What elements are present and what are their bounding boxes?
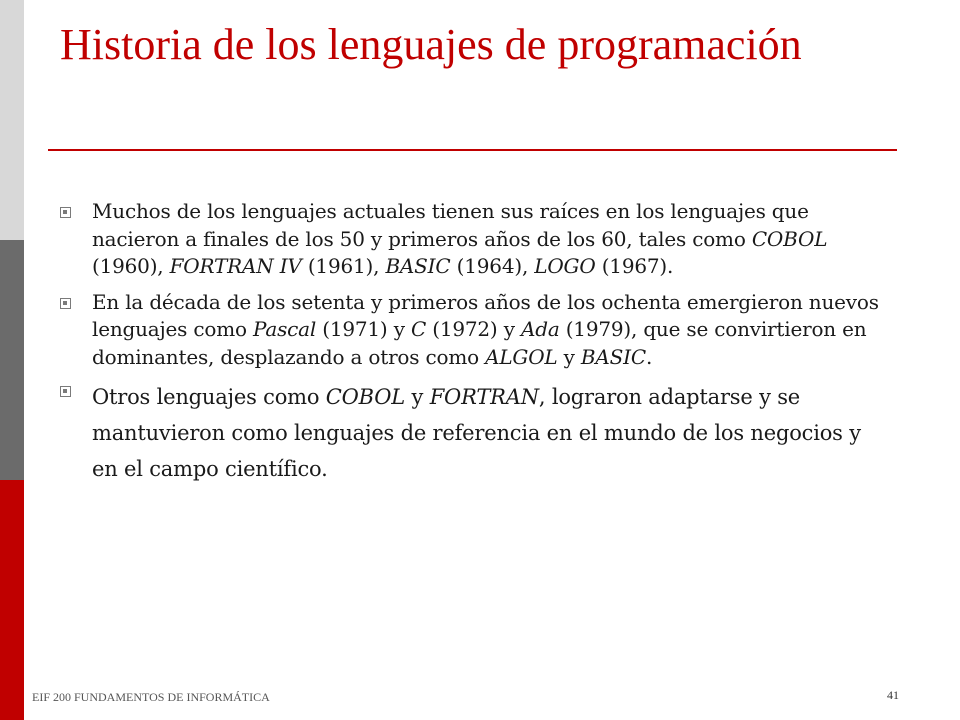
italic-term: FORTRAN IV (169, 254, 302, 278)
text-run: (1967). (595, 254, 674, 278)
italic-term: BASIC (580, 344, 646, 369)
bullet-item (60, 379, 890, 487)
slide-title: Historia de los lenguajes de programación (60, 20, 802, 69)
text-run: y (557, 344, 581, 369)
text-run: (1961), (301, 254, 386, 278)
side-bar-red (0, 480, 24, 720)
italic-term: COBOL (751, 226, 828, 251)
italic-term: Pascal (253, 317, 317, 341)
side-bar-light (0, 0, 24, 240)
bullet-text (92, 289, 890, 372)
text-run: (1960), (92, 254, 170, 278)
italic-term: COBOL (325, 385, 406, 409)
text-run: Muchos de los lenguajes actuales tienen sus raíces en los lenguajes que nacieron a finales de los 50 y primeros años de los 60, tales como (92, 199, 809, 251)
text-run: (1972) y (426, 317, 521, 341)
text-run: (1979), que se convirtieron en dominantes, desplazando a otros como (92, 317, 867, 369)
bullet-item (60, 198, 890, 281)
italic-term: BASIC (385, 254, 451, 278)
text-run: , lograron adaptarse y se mantuvieron como lenguajes de referencia en el mundo de los negocios y en el campo científico. (92, 385, 861, 481)
italic-term: ALGOL (485, 344, 558, 369)
text-run: (1964), (450, 254, 535, 278)
side-bar-dark (0, 240, 24, 480)
text-run: Otros lenguajes como (92, 385, 326, 409)
square-bullet-icon (60, 298, 71, 309)
slide-content (60, 198, 890, 487)
title-underline (48, 149, 897, 151)
italic-term: FORTRAN (429, 385, 539, 409)
footer-course: EIF 200 FUNDAMENTOS DE INFORMÁTICA (32, 690, 270, 704)
italic-term: C (410, 317, 427, 341)
text-run: En la década de los setenta y primeros años de los ochenta emergieron nuevos lenguajes como (92, 289, 879, 341)
text-run: . (645, 344, 653, 369)
text-run: (1971) y (316, 317, 411, 341)
page-number: 41 (887, 688, 899, 702)
square-bullet-icon (60, 386, 71, 397)
bullet-text (92, 198, 890, 281)
text-run: y (405, 385, 430, 409)
square-bullet-icon (60, 207, 71, 218)
italic-term: Ada (520, 317, 560, 341)
bullet-text (92, 379, 890, 487)
bullet-item (60, 289, 890, 372)
italic-term: LOGO (534, 254, 596, 278)
